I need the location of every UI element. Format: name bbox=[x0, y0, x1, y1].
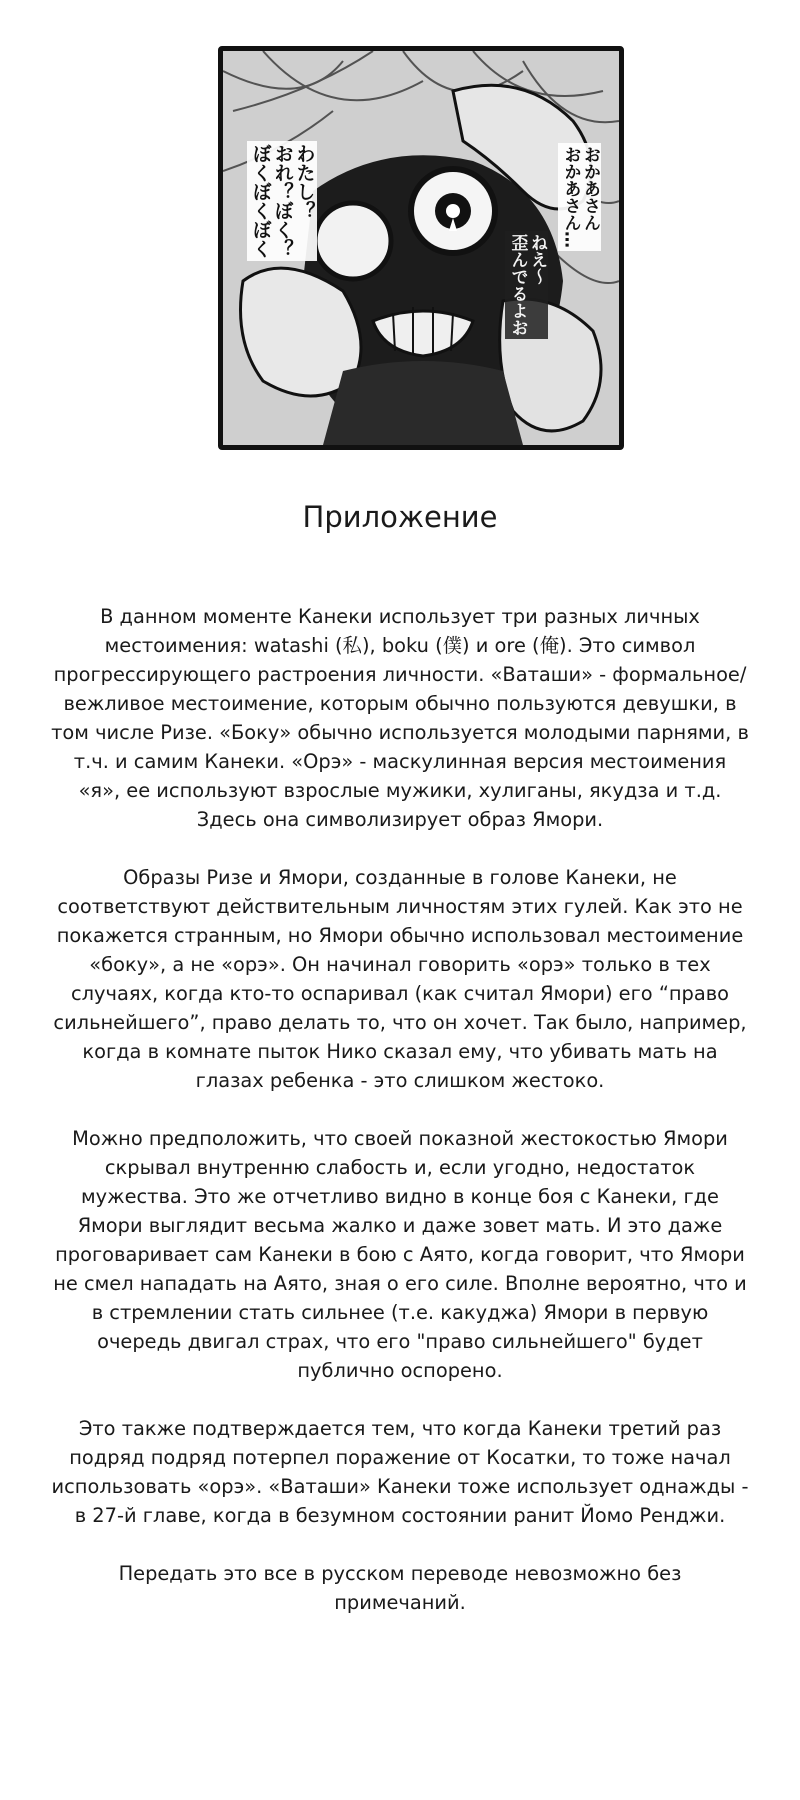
paragraph-5: Передать это все в русском переводе невозможно без примечаний. bbox=[118, 1562, 682, 1614]
speech-bubble-right-top: おかあさん おかあさん… bbox=[558, 143, 601, 251]
page-title: Приложение bbox=[302, 500, 498, 534]
speech-bubble-right-middle: ねえ～ 歪んでるよお bbox=[505, 231, 548, 339]
speech-bubble-left: わたし？ おれ？ぼく？ ぼくぼくぼく bbox=[247, 141, 317, 261]
paragraph-4: Это также подтверждается тем, что когда Канеки третий раз подряд подряд потерпел поражение от Косатки, то тоже начал использовать «орэ». «Ваташи» Канеки тоже использует однажды - в 27-й главе, когда в безумном состоянии ранит Йомо Ренджи. bbox=[51, 1417, 749, 1527]
paragraph-3: Можно предположить, что своей показной жестокостью Ямори скрывал внутренню слабость и, если угодно, недостаток мужества. Это же отчетливо видно в конце боя с Канеки, где Ямори выглядит весьма жалко и даже зовет мать. И это даже проговаривает сам Канеки в бою с Аято, когда говорит, что Ямори не смел нападать на Аято, зная о его силе. Вполне вероятно, что и в стремлении стать сильнее (т.е. какуджа) Ямори в первую очередь двигал страх, что его "право сильнейшего" будет публично оспорено. bbox=[53, 1127, 747, 1382]
paragraph-1: В данном моменте Канеки использует три разных личных местоимения: watashi (私), boku (僕) и ore (俺). Это символ прогрессирующего растроения личности. «Ваташи» - формальное/вежливое местоимение, которым обычно пользуются девушки, в том числе Ризе. «Боку» обычно используется молодыми парнями, в т.ч. и самим Канеки. «Орэ» - маскулинная версия местоимения «я», ее используют взрослые мужики, хулиганы, якудза и т.д. Здесь она символизирует образ Ямори. bbox=[51, 605, 749, 831]
paragraph-2: Образы Ризе и Ямори, созданные в голове Канеки, не соответствуют действительным личностям этих гулей. Как это не покажется странным, но Ямори обычно использовал местоимение «боку», а не «орэ». Он начинал говорить «орэ» только в тех случаях, когда кто-то оспаривал (как считал Ямори) его “право сильнейшего”, право делать то, что он хочет. Так было, например, когда в комнате пыток Нико сказал ему, что убивать мать на глазах ребенка - это слишком жестоко. bbox=[53, 866, 747, 1092]
body-text bbox=[50, 602, 750, 1646]
manga-panel bbox=[218, 46, 624, 450]
